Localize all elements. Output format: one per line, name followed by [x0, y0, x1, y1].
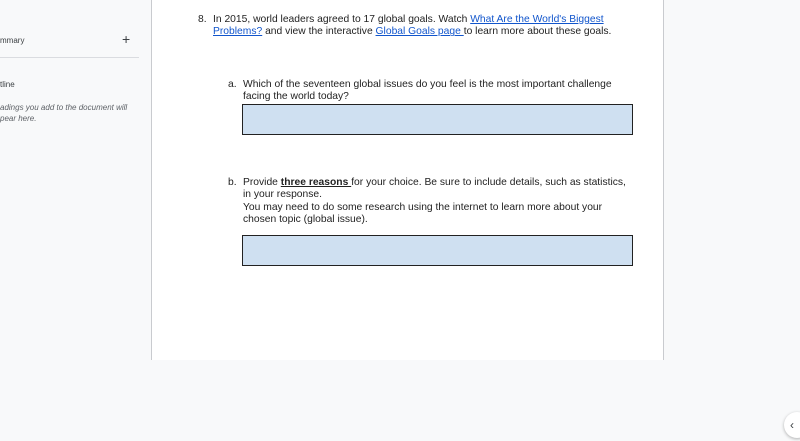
document-page[interactable] — [151, 0, 664, 360]
summary-heading: mmary — [0, 36, 25, 45]
question-8b-text-start: Provide — [243, 177, 281, 188]
question-letter: b. — [228, 177, 237, 188]
chevron-left-icon[interactable]: ‹ — [784, 412, 800, 438]
question-number: 8. — [198, 14, 207, 25]
question-8-text-start: In 2015, world leaders agreed to 17 global goals. Watch — [213, 14, 471, 25]
world-biggest-problems-link[interactable]: What Are the World's Biggest Problems? — [213, 14, 604, 38]
question-8-text — [213, 14, 618, 39]
sidebar-divider — [0, 57, 139, 58]
answer-box-b[interactable] — [242, 235, 633, 266]
question-8b-text-line2: You may need to do some research using the internet to learn more about your chosen topic (global issue). — [243, 201, 603, 226]
outline-heading: tline — [0, 80, 15, 89]
add-summary-icon[interactable]: + — [122, 31, 131, 47]
question-8 — [198, 14, 618, 39]
question-8-text-middle: and view the interactive — [262, 26, 376, 38]
question-letter: a. — [228, 79, 237, 90]
question-8-text-end: to learn more about these goals. — [463, 26, 612, 38]
question-8b — [228, 177, 628, 227]
question-8a — [228, 79, 628, 104]
answer-box-a[interactable] — [242, 104, 633, 135]
global-goals-page-link[interactable]: Global Goals page — [375, 26, 464, 38]
three-reasons-emphasis: three reasons — [280, 177, 352, 188]
document-outline-panel — [0, 0, 146, 441]
question-8b-text — [243, 177, 628, 227]
outline-empty-note: adings you add to the document will pear here. — [0, 103, 128, 123]
question-8b-text-end: for your choice. Be sure to include details, such as statistics, in your response. — [243, 177, 626, 201]
question-8a-text: Which of the seventeen global issues do you feel is the most important challenge facing the world today? — [243, 79, 612, 103]
